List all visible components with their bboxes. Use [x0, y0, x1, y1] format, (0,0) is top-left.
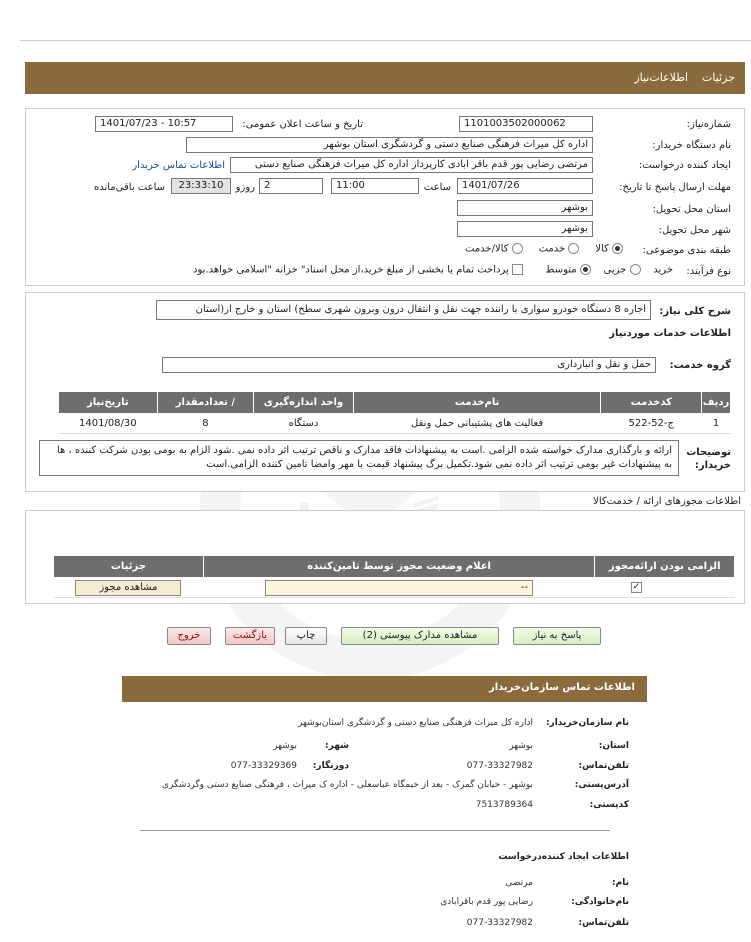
top-divider	[20, 40, 751, 41]
col-permit-status: اعلام وضعیت مجوز توسط تامین‌کننده	[203, 556, 595, 578]
breadcrumb	[634, 71, 735, 84]
deadline-time-field: 11:00	[331, 178, 419, 194]
cell-service-code: ج-52-522	[601, 414, 702, 434]
treasury-payment-note: پرداخت تمام یا بخشی از مبلغ خرید،از محل اسناد" خزانه "اسلامی خواهد.بود	[193, 264, 509, 276]
process-radio-minor[interactable]	[630, 264, 641, 275]
permit-required-cell	[595, 578, 735, 598]
process-label: نوع فرآیند:	[686, 266, 731, 277]
buyer-org-label: نام دستگاه خریدار:	[652, 140, 731, 151]
category-goods-label: کالا	[595, 243, 609, 255]
service-table	[58, 391, 731, 434]
breadcrumb-details[interactable]: جزئیات	[702, 71, 735, 84]
contact-address-value: بوشهر - خیابان گمرک - بعد از خیمگاه عباسعلی - اداره ک میراث ، فرهنگی صنایع دستی وگردشگری	[161, 780, 533, 790]
summary-field: اجاره 8 دستگاه خودرو سواری با راننده جهت نقل و انتقال درون وبرون شهری سطح) استان و خارج از(استان	[156, 300, 651, 320]
buyer-notes-label: توضیحات خریدار:	[686, 447, 731, 471]
need-number-field: 1101003502000062	[459, 116, 593, 132]
buyer-contact-link[interactable]: اطلاعات تماس خریدار	[132, 160, 225, 171]
contact-title: اطلاعات تماس سازمان‌خریدار	[488, 682, 635, 693]
contact-header	[122, 676, 647, 702]
contact-org-value: اداره کل میراث فرهنگی صنایع دستی و گردشگری استان‌بوشهر	[298, 718, 533, 728]
contact-fax-label: دورنگار:	[312, 761, 349, 771]
deadline-date-field: 1401/07/26	[457, 178, 593, 194]
treasury-payment-checkbox[interactable]	[512, 264, 523, 275]
service-table-header	[59, 392, 731, 414]
permit-status-field: --	[265, 580, 533, 596]
contact-phone-value: 077-33327982	[466, 761, 533, 771]
process-minor-label: جزیی	[603, 264, 627, 276]
city-field: بوشهر	[457, 221, 593, 237]
service-group-label: گروه خدمت:	[669, 360, 731, 371]
process-radio-medium[interactable]	[580, 264, 591, 275]
days-field: 2	[259, 178, 323, 194]
announce-field: 1401/07/23 - 10:57	[95, 116, 233, 132]
col-need-date: تاریخ‌نیاز	[59, 392, 158, 414]
breadcrumb-need-info[interactable]: اطلاعات‌نیاز	[634, 71, 689, 84]
buyer-notes-field: ارائه و بارگذاری مدارک خواسته شده الزامی .است به پیشنهادات فاقد مدارک و ناقص ترتیب اثر داده نمی .شود الزام به بومی بودن شرکت کننده ، ها به پیشنهادات غیر بومی ترتیب اثر داده نمی شود.تکمیل برگ پیشنهاد قیمت با مهر وامضا تامین کننده الزامی.است	[39, 440, 679, 476]
buyer-org-field: اداره کل میراث فرهنگی صنایع دستی و گردشگری استان بوشهر	[186, 137, 593, 153]
col-quantity: / تعدادمقدار	[157, 392, 254, 414]
contact-address-label: آدرس‌پستی:	[574, 780, 629, 790]
contact-org-label: نام سازمان‌خریدار:	[545, 718, 629, 728]
page-header	[25, 62, 745, 94]
contact-city-label: شهر:	[325, 741, 349, 751]
need-info-panel	[25, 108, 745, 286]
creator-field: مرتضی رضایی پور قدم باقر ابادی کارپرداز اداره کل میراث فرهنگی صنایع دستی	[230, 157, 593, 173]
process-medium-label: متوسط	[545, 264, 577, 276]
col-row-number: ردیف	[702, 392, 731, 414]
creator-name-label: نام:	[612, 878, 629, 888]
permit-details-cell	[54, 578, 204, 598]
services-title: اطلاعات خدمات موردنیاز	[609, 328, 731, 339]
permit-status-cell	[203, 578, 595, 598]
creator-label: ایجاد کننده درخواست:	[638, 160, 731, 171]
summary-label: شرح کلی نیاز:	[659, 306, 731, 317]
creator-family-label: نام‌خانوادگی:	[571, 897, 629, 907]
category-service-label: خدمت	[538, 243, 566, 255]
contact-divider	[140, 830, 610, 831]
view-permit-button[interactable]: مشاهده مجوز	[75, 580, 181, 596]
process-radio-group	[193, 264, 673, 276]
reply-button[interactable]: پاسخ به نیاز	[513, 627, 601, 645]
province-field: بوشهر	[457, 200, 593, 216]
table-row	[59, 414, 731, 434]
deadline-label: مهلت ارسال پاسخ تا تاریخ:	[619, 182, 731, 193]
province-label: استان محل تحویل:	[652, 204, 731, 215]
category-radio-group	[465, 243, 623, 255]
remaining-label: ساعت باقی‌مانده	[93, 182, 165, 193]
col-service-code: کدخدمت	[601, 392, 702, 414]
col-service-name: نام‌خدمت	[353, 392, 601, 414]
contact-province-value: بوشهر	[509, 741, 533, 751]
creator-name-value: مرتضی	[505, 878, 533, 888]
city-label: شهر محل تحویل:	[658, 225, 731, 236]
cell-need-date: 1401/08/30	[59, 414, 158, 434]
category-radio-goods[interactable]	[612, 243, 623, 254]
days-label: روزو	[235, 182, 255, 193]
creator-info-title: اطلاعات ایجاد کننده‌درخواست	[498, 852, 629, 862]
permits-table-header	[54, 556, 735, 578]
contact-fax-value: 077-33329369	[230, 761, 297, 771]
service-group-field: حمل و نقل و انبارداری	[162, 357, 656, 373]
creator-phone-value: 077-33327982	[466, 918, 533, 928]
cell-service-name: فعالیت های پشتیبانی حمل ونقل	[353, 414, 601, 434]
category-label: طبقه بندی موضوعی:	[642, 245, 731, 256]
col-permit-required: الزامی بودن ارائه‌مجوز	[595, 556, 735, 578]
contact-city-value: بوشهر	[273, 741, 297, 751]
print-button[interactable]: چاپ	[285, 627, 327, 645]
attachments-button[interactable]: مشاهده مدارک پیوستی (2)	[341, 627, 499, 645]
back-button[interactable]: بازگشت	[225, 627, 275, 645]
time-label: ساعت	[423, 182, 451, 193]
category-radio-service[interactable]	[568, 243, 579, 254]
contact-postal-label: کدپستی:	[589, 800, 629, 810]
table-row	[54, 578, 735, 598]
permit-required-checkbox: ✓	[632, 581, 641, 592]
category-radio-both[interactable]	[512, 243, 523, 254]
contact-postal-value: 7513789364	[475, 800, 533, 810]
col-unit: واحد اندازه‌گیری	[254, 392, 354, 414]
creator-family-value: رضایی پور قدم باقرابادی	[440, 897, 533, 907]
process-buy-label: خرید	[653, 264, 673, 276]
exit-button[interactable]: خروج	[167, 627, 211, 645]
cell-quantity: 8	[157, 414, 254, 434]
remaining-time-field: 23:33:10	[171, 178, 231, 194]
cell-row-number: 1	[702, 414, 731, 434]
contact-phone-label: تلفن‌تماس:	[578, 761, 629, 771]
announce-label: تاریخ و ساعت اعلان عمومی:	[242, 119, 363, 130]
contact-province-label: استان:	[598, 741, 629, 751]
creator-phone-label: تلفن‌تماس:	[578, 918, 629, 928]
permits-title: اطلاعات مجوزهای ارائه / خدمت‌کالا	[593, 496, 741, 507]
need-number-label: شماره‌نیاز:	[686, 119, 731, 130]
col-permit-details: جزئیات	[54, 556, 204, 578]
permits-table	[53, 555, 735, 598]
cell-unit: دستگاه	[254, 414, 354, 434]
category-both-label: کالا/خدمت	[465, 243, 509, 255]
